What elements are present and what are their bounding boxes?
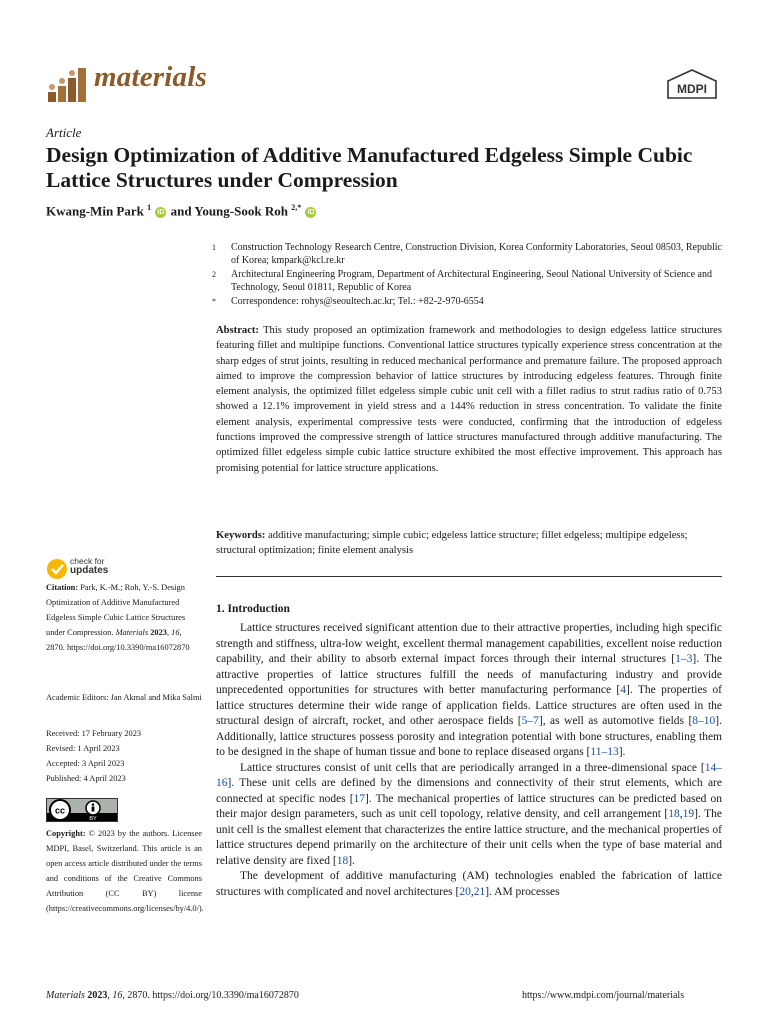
- affiliation-text: Correspondence: rohys@seoultech.ac.kr; Tel.: +82-2-970-6554: [231, 296, 484, 307]
- mdpi-logo-icon: [666, 69, 718, 99]
- paragraph-text: ].: [618, 746, 626, 758]
- orcid-icon[interactable]: iD: [157, 209, 165, 217]
- paragraph-text: ]. The attractive properties of lattice structures fulfill the needs of manufacturing industry and provide unprecedented opportunities for structures with better manufacturing performance [: [216, 653, 722, 696]
- reference-link[interactable]: 14–16: [216, 761, 722, 789]
- paragraph-text: ]. Additionally, lattice structures possess porosity and integration potential with bone structures, enabling them to be designed in the shape of human tissue and bone to replace diseased organs [: [216, 715, 722, 758]
- body-paragraph: [216, 621, 722, 761]
- paragraph-text: ]. The unit cell is the smallest element that characterizes the entire lattice structure, and the mechanical properties of lattice structures depend primarily on the architecture of their unit cells when the type of base material and relative density are fixed [: [216, 808, 722, 867]
- reference-link[interactable]: 20: [459, 885, 471, 898]
- keywords-label: Keywords:: [216, 530, 266, 541]
- author-list: [46, 203, 317, 219]
- body-text: [216, 621, 722, 900]
- citation-volume: 16: [171, 628, 180, 637]
- affiliation-mark: *: [212, 297, 216, 306]
- body-paragraph: [216, 761, 722, 870]
- journal-logo-icon: [46, 62, 88, 104]
- reference-link[interactable]: 11–13: [590, 746, 619, 758]
- author-name: Kwang-Min Park: [46, 203, 144, 219]
- copyright-text: © 2023 by the authors. Licensee MDPI, Basel, Switzerland. This article is an open access article distributed under the terms and conditions of the Creative Commons Attribution (CC BY) license (https://creativecommons.org/licenses/by/4.0/).: [46, 829, 204, 913]
- dates-block: [46, 726, 202, 786]
- paragraph-text: ]. The properties of lattice structures determine their wide range of application fields. Lattice structures are often used in the structural design of aircraft, rocket, and other aerospace fields [: [216, 684, 722, 727]
- reference-link[interactable]: 19: [682, 808, 695, 820]
- affiliations: [212, 241, 732, 309]
- accepted-date: Accepted: 3 April 2023: [46, 759, 125, 768]
- affiliation-item: [212, 295, 732, 308]
- author-affiliation-mark: 1: [147, 203, 152, 212]
- orcid-icon[interactable]: iD: [307, 209, 315, 217]
- affiliation-text: Construction Technology Research Centre, Construction Division, Korea Conformity Laboratories, Seoul 08503, Republic of Korea; kmpark@kcl.re.kr: [231, 242, 722, 266]
- copyright-label: Copyright:: [46, 829, 86, 838]
- paragraph-text: The development of additive manufacturing (AM) technologies enabled the fabrication of lattice structures with complicated and novel architectures [: [216, 870, 722, 898]
- affiliation-item: [212, 241, 732, 267]
- paragraph-text: ,: [679, 808, 683, 820]
- reference-link[interactable]: 21: [473, 885, 486, 898]
- footer-citation: Materials 2023, 16, 2870. https://doi.org/10.3390/ma16072870: [46, 990, 299, 1001]
- abstract-text: This study proposed an optimization framework and methodologies to design edgeless lattice structures featuring fillet and multipipe functions. Conventional lattice structures typically experience stress concentration at the sharp edges of strut joints, resulting in reduced mechanical performance and premature failure. The proposed approach aimed to improve the compression behavior of lattice structures by introducing edgeless features. Through finite element analysis, the optimized fillet edgeless simple cubic unit cell with a fillet radius to strut radius ratio of 0.753 showed a 12.1% improvement in yield stress and a 144% reduction in stress concentration. To validate the finite element analysis, experimental compressive tests were conducted, confirming that the introduction of edgeless functions improved the compressive strength of lattice structures manufactured through additive manufacturing. The optimized fillet edgeless simple cubic lattice structure exhibited the most effective improvement. This approach has promising potential for lattice structure applications.: [216, 325, 722, 474]
- paragraph-text: ]. AM processes: [485, 885, 560, 898]
- affiliation-mark: 1: [212, 243, 216, 252]
- keywords-text: additive manufacturing; simple cubic; edgeless lattice structure; fillet edgeless; multipipe edgeless; structural optimization; finite element analysis: [216, 530, 688, 557]
- author-name: Young-Sook Roh: [194, 203, 288, 219]
- revised-date: Revised: 1 April 2023: [46, 744, 120, 753]
- footer-journal: Materials: [46, 990, 85, 1001]
- reference-link[interactable]: 18: [336, 854, 349, 867]
- footer-journal-url[interactable]: https://www.mdpi.com/journal/materials: [522, 990, 685, 1001]
- published-date: Published: 4 April 2023: [46, 774, 126, 783]
- citation-label: Citation:: [46, 583, 79, 592]
- abstract-label: Abstract:: [216, 325, 259, 336]
- footer-year: 2023: [87, 990, 108, 1001]
- reference-link[interactable]: 18: [668, 808, 680, 820]
- citation-block: Citation: Park, K.-M.; Roh, Y.-S. Design Optimization of Additive Manufactured Edgeless Simple Cubic Lattice Structures under Compression. Materials 2023, 16, 2870. https://doi.org/10.3390/ma16072870: [46, 583, 190, 652]
- academic-editors: Academic Editors: Jan Akmal and Mika Salmi: [46, 693, 202, 702]
- keywords: [216, 528, 722, 559]
- citation-journal: Materials: [115, 628, 149, 637]
- article-type: Article: [46, 125, 82, 140]
- abstract: [216, 323, 722, 476]
- license-badge-text: BY: [89, 816, 97, 822]
- affiliation-text: Architectural Engineering Program, Department of Architectural Engineering, Seoul National University of Science and Technology, Seoul 01811, Republic of Korea: [231, 269, 712, 293]
- body-paragraph: [216, 869, 722, 900]
- paragraph-text: ,: [470, 885, 474, 898]
- author-affiliation-mark: 2,*: [291, 203, 302, 212]
- reference-link[interactable]: 5–7: [521, 715, 539, 727]
- citation-text: Park, K.-M.; Roh, Y.-S. Design Optimization of Additive Manufactured Edgeless Simple Cubic Lattice Structures under Compression.: [46, 583, 186, 637]
- section-heading: 1. Introduction: [216, 603, 290, 615]
- check-updates-line: updates: [70, 565, 109, 576]
- citation-year: 2023: [150, 628, 167, 637]
- paragraph-text: ]. The mechanical properties of lattice structures can be predicted based on their major design parameters, such as unit cell topology, relative density, and cell arrangement [: [216, 792, 722, 820]
- journal-name: materials: [94, 61, 207, 93]
- paragraph-text: Lattice structures consist of unit cells that are periodically arranged in a three-dimensional space [: [240, 761, 705, 774]
- divider: [216, 576, 722, 577]
- citation-doi[interactable]: , 2870. https://doi.org/10.3390/ma16072870: [46, 628, 190, 652]
- author-conjunction: and: [170, 203, 192, 219]
- reference-link[interactable]: 1–3: [675, 653, 693, 665]
- reference-link[interactable]: 4: [620, 684, 626, 696]
- reference-link[interactable]: 17: [353, 792, 366, 805]
- footer-volume: 16: [112, 990, 123, 1001]
- svg-text:cc: cc: [54, 805, 66, 816]
- copyright-block: [46, 826, 202, 916]
- paragraph-text: ]. These unit cells are defined by the dimensions and connectivity of their strut elements, which are connected at specific nodes [: [216, 777, 722, 805]
- received-date: Received: 17 February 2023: [46, 729, 142, 738]
- paragraph-text: Lattice structures received significant attention due to their attractive properties, including high specific strength and stiffness, ultra-low weight, excellent thermal management capabilities, excellent noise reduction capability, and their ability to absorb external impact forces through their internal structures [: [216, 622, 722, 665]
- paragraph-text: ], as well as automotive fields [: [538, 715, 693, 727]
- affiliation-item: [212, 268, 732, 294]
- footer-doi[interactable]: , 2870. https://doi.org/10.3390/ma16072870: [122, 990, 299, 1001]
- cc-by-license-icon[interactable]: [46, 798, 118, 822]
- affiliation-mark: 2: [212, 270, 216, 279]
- reference-link[interactable]: 8–10: [692, 715, 716, 727]
- check-for-updates-label[interactable]: [70, 557, 108, 575]
- paper-title: Design Optimization of Additive Manufactured Edgeless Simple Cubic Lattice Structures under Compression: [46, 143, 693, 192]
- publisher-name: MDPI: [677, 82, 707, 96]
- paragraph-text: ].: [348, 854, 355, 867]
- check-updates-line: check for: [70, 556, 105, 566]
